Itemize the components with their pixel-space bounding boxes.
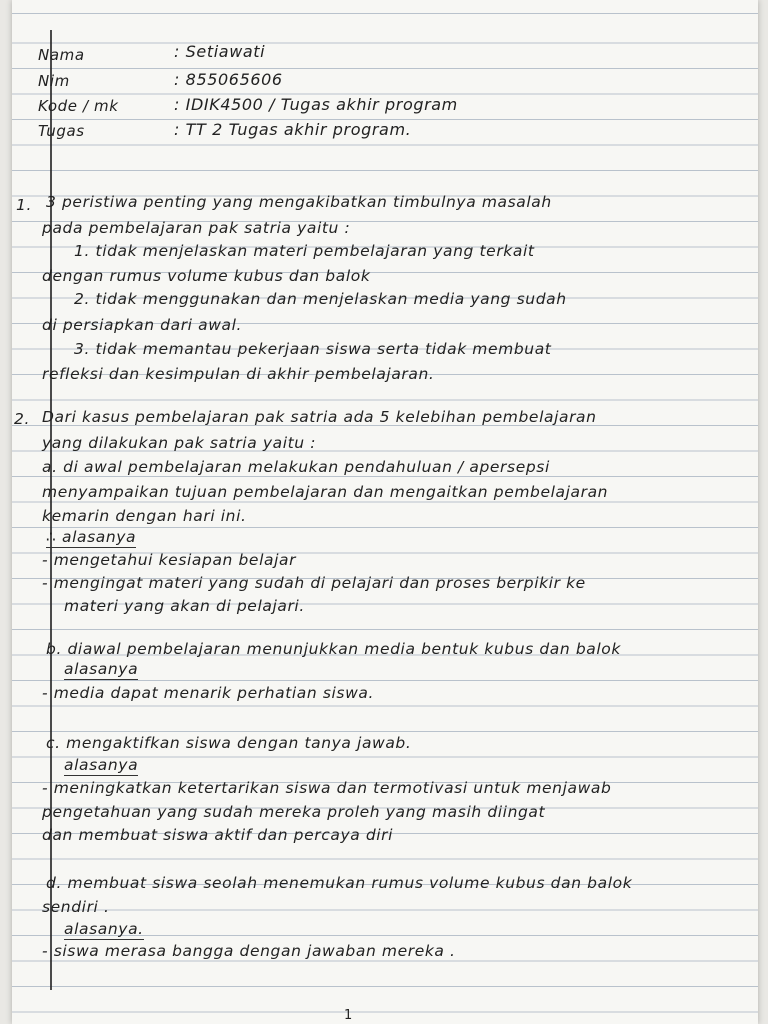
reason-item: - meningkatkan ketertarikan siswa dan termotivasi untuk menjawab [42,779,612,797]
reason-item: - mengetahui kesiapan belajar [42,551,297,569]
reason-item: - siswa merasa bangga dengan jawaban mereka . [42,942,456,960]
notebook-page [12,0,758,1024]
nim-value: : 855065606 [174,70,283,89]
reason-item: dan membuat siswa aktif dan percaya diri [42,826,394,844]
q2-point-a: kemarin dengan hari ini. [42,507,247,525]
reason-item: - media dapat menarik perhatian siswa. [42,684,375,702]
nama-value: : Setiawati [174,42,266,61]
q2-point-c: c. mengaktifkan siswa dengan tanya jawab. [46,734,412,752]
nama-label: Nama [38,46,85,64]
reason-item: - mengingat materi yang sudah di pelajari dan proses berpikir ke [42,574,586,592]
q2-point-d: d. membuat siswa seolah menemukan rumus volume kubus dan balok [46,874,633,892]
q1-item: 2. tidak menggunakan dan menjelaskan media yang sudah [74,290,567,308]
reason-heading: alasanya [64,660,139,678]
tugas-label: Tugas [38,122,85,140]
q1-item: 3. tidak memantau pekerjaan siswa serta tidak membuat [74,340,552,358]
q2-point-a: a. di awal pembelajaran melakukan pendahuluan / apersepsi [42,458,550,476]
reason-heading: alasanya [64,756,139,774]
q2-line: Dari kasus pembelajaran pak satria ada 5 kelebihan pembelajaran [42,408,597,426]
reason-item: pengetahuan yang sudah mereka proleh yang masih diingat [42,803,546,821]
nim-label: Nim [38,72,70,90]
page-number: 1 [344,1008,353,1023]
q1-item: refleksi dan kesimpulan di akhir pembelajaran. [42,365,435,383]
q1-item: 1. tidak menjelaskan materi pembelajaran yang terkait [74,242,535,260]
kode-mk-value: : IDIK4500 / Tugas akhir program [174,95,458,114]
q1-line: 3 peristiwa penting yang mengakibatkan timbulnya masalah [46,193,552,211]
reason-item: materi yang akan di pelajari. [64,597,305,615]
q2-point-d: sendiri . [42,898,110,916]
q1-item: di persiapkan dari awal. [42,316,243,334]
tugas-value: : TT 2 Tugas akhir program. [174,120,412,139]
q1-item: dengan rumus volume kubus dan balok [42,267,371,285]
q2-point-a: menyampaikan tujuan pembelajaran dan mengaitkan pembelajaran [42,483,609,501]
q2-point-b: b. diawal pembelajaran menunjukkan media bentuk kubus dan balok [46,640,621,658]
q1-number: 1. [16,196,32,214]
reason-heading: ∴ alasanya [46,528,137,546]
q2-number: 2. [14,410,30,428]
reason-heading: alasanya. [64,920,144,938]
kode-mk-label: Kode / mk [38,97,119,115]
q2-line: yang dilakukan pak satria yaitu : [42,434,317,452]
q1-line: pada pembelajaran pak satria yaitu : [42,219,351,237]
